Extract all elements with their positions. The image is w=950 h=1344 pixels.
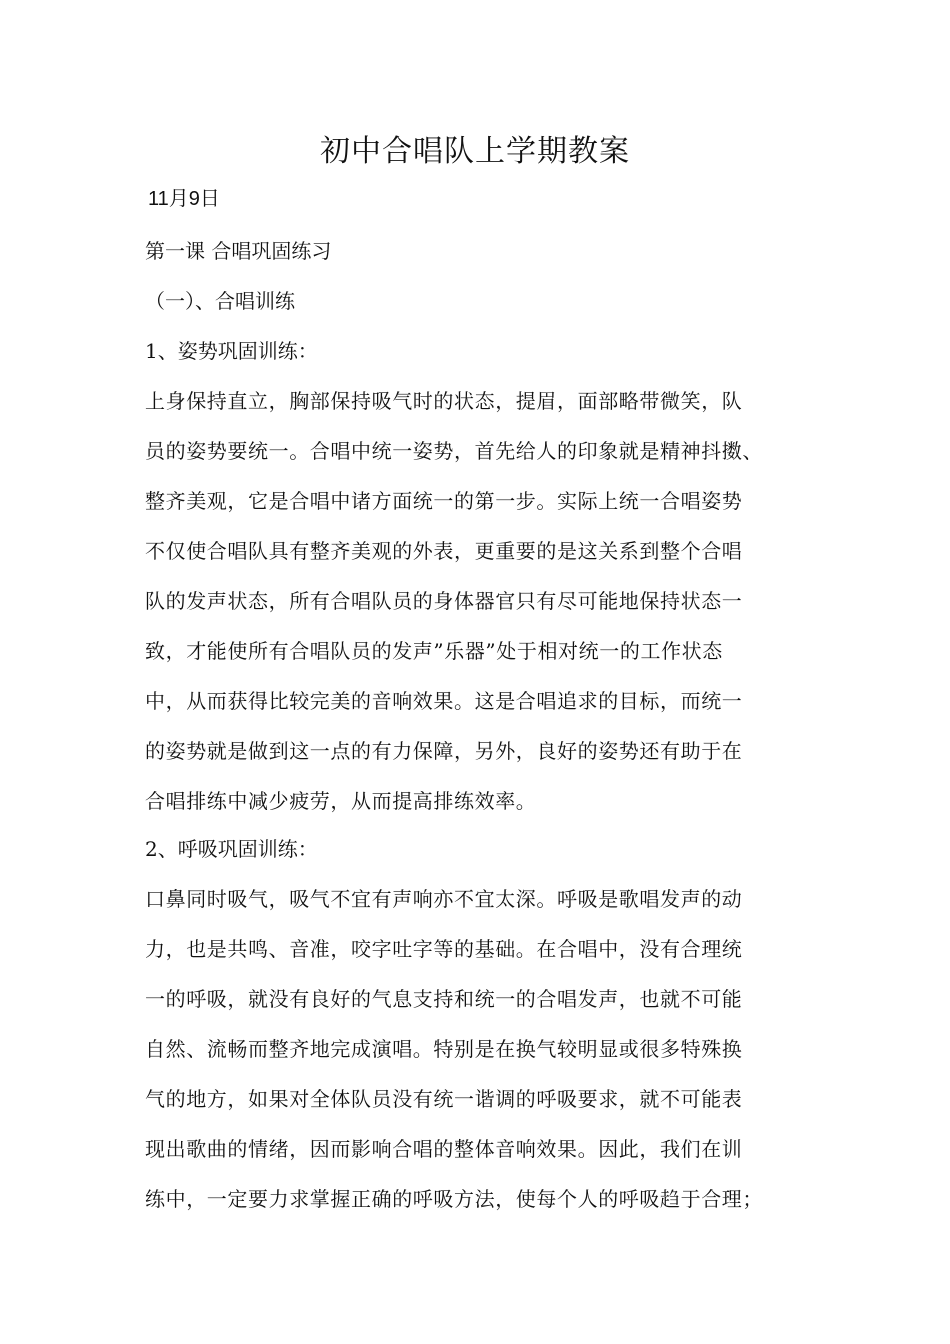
paragraph2-line: 现出歌曲的情绪，因而影响合唱的整体音响效果。因此，我们在训 [145, 1137, 743, 1161]
paragraph1-line: 队的发声状态，所有合唱队员的身体器官只有尽可能地保持状态一 [145, 589, 743, 613]
item2-heading: 2、呼吸巩固训练： [145, 837, 318, 861]
paragraph2-line: 力，也是共鸣、音准，咬字吐字等的基础。在合唱中，没有合理统 [145, 937, 743, 961]
paragraph2-line: 自然、流畅而整齐地完成演唱。特别是在换气较明显或很多特殊换 [145, 1037, 743, 1061]
paragraph1-line: 中，从而获得比较完美的音响效果。这是合唱追求的目标，而统一 [145, 689, 743, 713]
paragraph2-line: 练中，一定要力求掌握正确的呼吸方法，使每个人的呼吸趋于合理； [145, 1187, 763, 1211]
lesson-title: 第一课 合唱巩固练习 [145, 239, 332, 263]
paragraph1-line: 的姿势就是做到这一点的有力保障，另外，良好的姿势还有助于在 [145, 739, 743, 763]
paragraph1-line: 不仅使合唱队具有整齐美观的外表，更重要的是这关系到整个合唱 [145, 539, 743, 563]
lesson-date: 11月9日 [148, 188, 220, 210]
item1-heading: 1、姿势巩固训练： [145, 339, 318, 363]
section-heading: （一）、合唱训练 [145, 289, 295, 313]
paragraph1-line: 致，才能使所有合唱队员的发声”乐器”处于相对统一的工作状态 [145, 639, 723, 663]
paragraph1-line: 整齐美观，它是合唱中诸方面统一的第一步。实际上统一合唱姿势 [145, 489, 743, 513]
paragraph2-line: 口鼻同时吸气，吸气不宜有声响亦不宜太深。呼吸是歌唱发声的动 [145, 887, 743, 911]
paragraph1-line: 合唱排练中减少疲劳，从而提高排练效率。 [145, 789, 537, 813]
paragraph1-line: 上身保持直立，胸部保持吸气时的状态，提眉，面部略带微笑，队 [145, 389, 743, 413]
paragraph1-line: 员的姿势要统一。合唱中统一姿势，首先给人的印象就是精神抖擞、 [145, 439, 763, 463]
document-title: 初中合唱队上学期教案 [320, 134, 630, 169]
paragraph2-line: 一的呼吸，就没有良好的气息支持和统一的合唱发声，也就不可能 [145, 987, 743, 1011]
paragraph2-line: 气的地方，如果对全体队员没有统一谐调的呼吸要求，就不可能表 [145, 1087, 743, 1111]
